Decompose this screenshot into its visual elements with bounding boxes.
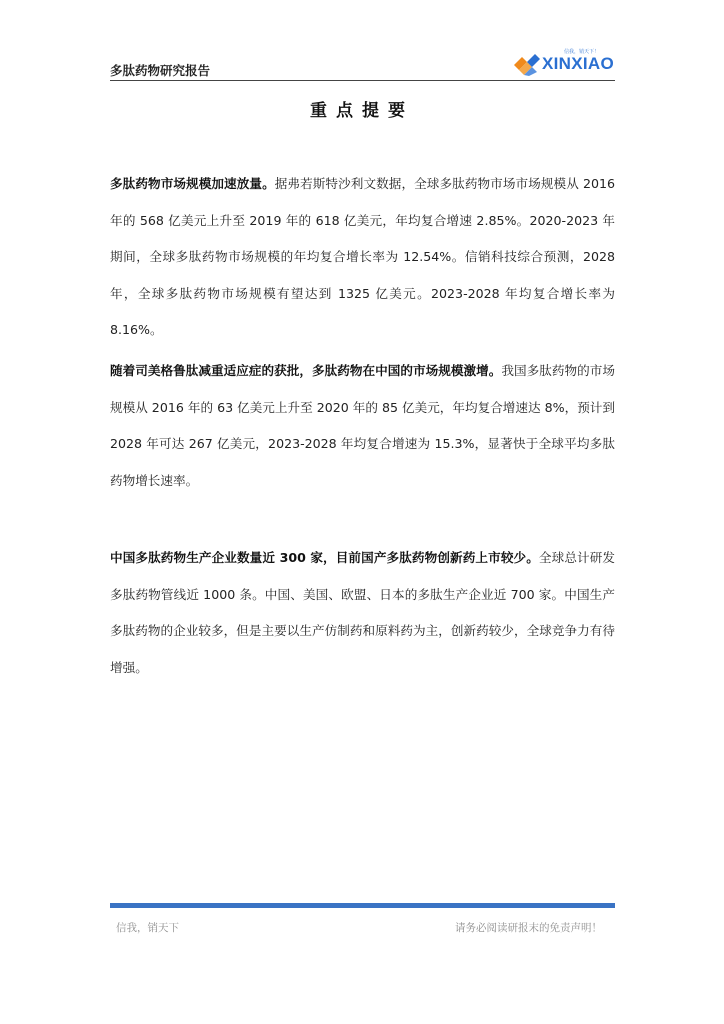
paragraph-lead: 随着司美格鲁肽减重适应症的获批，多肽药物在中国的市场规模激增。: [110, 363, 502, 378]
footer-disclaimer: 请务必阅读研报末的免责声明！: [455, 922, 602, 934]
paragraph-body: 据弗若斯特沙利文数据，全球多肽药物市场市场规模从 2016 年的 568 亿美元上升至 2019 年的 618 亿美元，年均复合增速 2.85%。2020-2023 年期间，全球多肽药物市场规模的年均复合增长率为 12.54%。信销科技综合预测，2028 年，全球多肽药物市场规模有望达到 1325 亿美元。2023-2028 年均复合增长率为 8.16%。: [110, 176, 615, 337]
logo-tagline: 信我，销天下！: [564, 49, 600, 55]
summary-paragraph-2: [110, 353, 615, 499]
summary-paragraph-3: [110, 540, 615, 686]
paragraph-lead: 中国多肽药物生产企业数量近 300 家，目前国产多肽药物创新药上市较少。: [110, 550, 539, 565]
paragraph-body: 我国多肽药物的市场规模从 2016 年的 63 亿美元上升至 2020 年的 85 亿美元，年均复合增速达 8%，预计到 2028 年可达 267 亿美元，2023-2028 年均复合增速为 15.3%，显著快于全球平均多肽药物增长速率。: [110, 363, 616, 488]
header-divider: [110, 80, 615, 81]
header-title: 多肽药物研究报告: [110, 63, 211, 78]
summary-paragraph-1: [110, 166, 615, 349]
footer-slogan: 信我，销天下: [116, 922, 179, 934]
document-title: 重点提要: [310, 101, 414, 121]
logo-text: XINXIAO: [542, 54, 615, 73]
footer-divider-bar: [110, 903, 615, 908]
paragraph-lead: 多肽药物市场规模加速放量。: [110, 176, 275, 191]
xinxiao-logo-mark-icon: [514, 54, 540, 76]
company-logo: [514, 48, 614, 76]
paragraph-body: 全球总计研发多肽药物管线近 1000 条。中国、美国、欧盟、日本的多肽生产企业近 700 家。中国生产多肽药物的企业较多，但是主要以生产仿制药和原料药为主，创新药较少，全球竞争力有待增强。: [110, 550, 616, 675]
